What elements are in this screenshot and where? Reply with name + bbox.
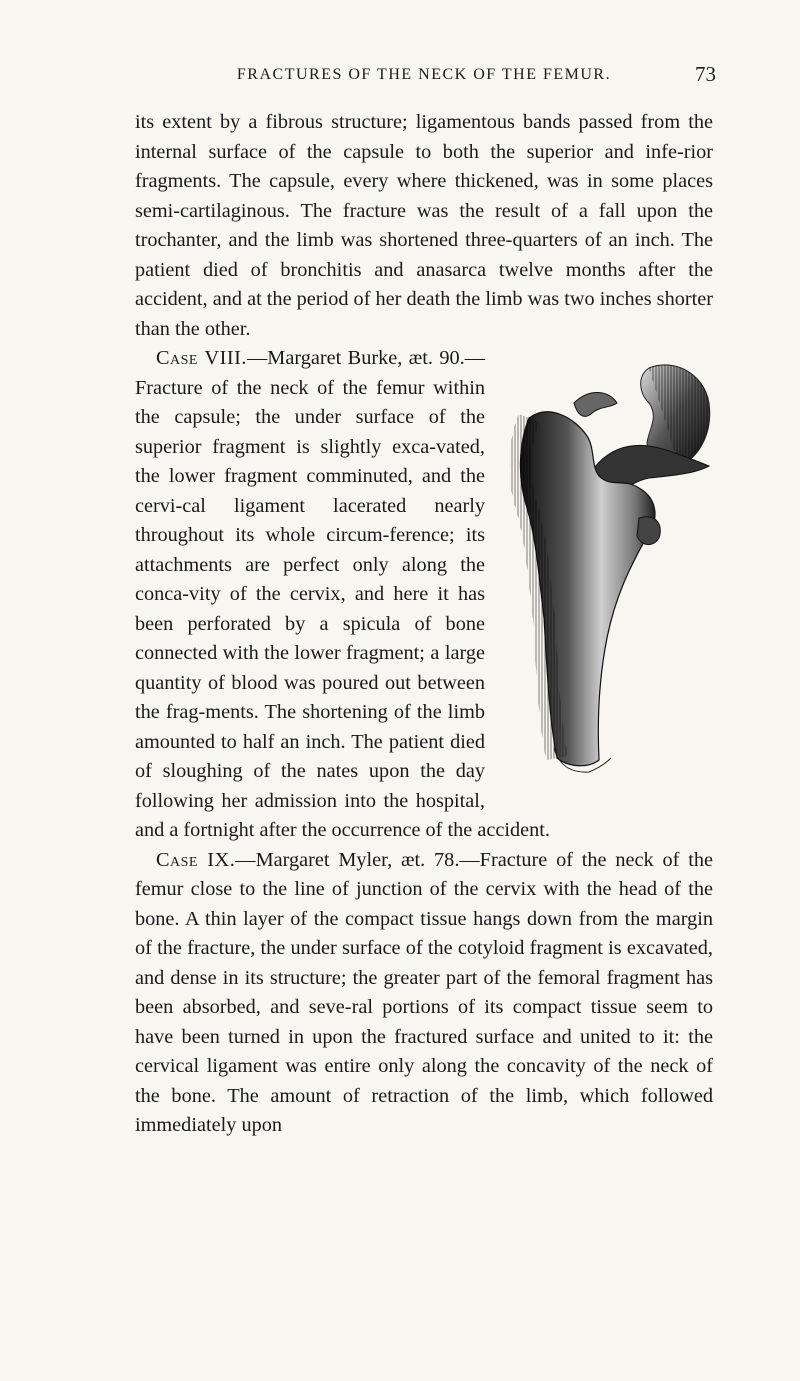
femur-fracture-illustration	[499, 348, 717, 786]
paragraph-case-8	[135, 344, 713, 846]
page-number: 73	[695, 62, 716, 86]
body-text	[135, 108, 713, 1141]
case-9-label: Case IX.	[156, 848, 236, 871]
paragraph-case-9	[135, 846, 713, 1141]
running-head: FRACTURES OF THE NECK OF THE FEMUR.	[236, 66, 612, 83]
case-8-label: Case VIII.	[156, 347, 248, 369]
case-8-text: —Margaret Burke, æt. 90.—Fracture of the neck of the femur within the capsule; the under surface of the superior fragment is slightly exca-vated, the lower fragment comminuted, and the cervi-cal ligament lacerated nearly throughout its whole circum-ference; its attachments are perfect only along the conca-vity of the cervix, and here it has been perforated by a spicula of bone connected with the lower fragment; a large quantity of blood was poured out between the frag-ments. The shortening of the limb amounted to half an inch. The patient died of sloughing of the nates upon the day following her admission into the hospital, and a fortnight after the occurrence of the accident.	[135, 347, 550, 841]
paragraph-continued: its extent by a fibrous structure; ligamentous bands passed from the internal surface of the capsule to both the superior and infe-rior fragments. The capsule, every where thickened, was in some places semi-cartilaginous. The fracture was the result of a fall upon the trochanter, and the limb was shortened three-quarters of an inch. The patient died of bronchitis and anasarca twelve months after the accident, and at the period of her death the limb was two inches shorter than the other.	[135, 111, 713, 340]
case-9-text: —Margaret Myler, æt. 78.—Fracture of the neck of the femur close to the line of junction of the cervix with the head of the bone. A thin layer of the compact tissue hangs down from the margin of the fracture, the under surface of the cotyloid fragment is excavated, and dense in its structure; the greater part of the femoral fragment has been absorbed, and seve-ral portions of its compact tissue seem to have been turned in upon the fractured surface and united to it: the cervical ligament was entire only along the concavity of the neck of the bone. The amount of retraction of the limb, which followed immediately upon	[135, 848, 713, 1136]
